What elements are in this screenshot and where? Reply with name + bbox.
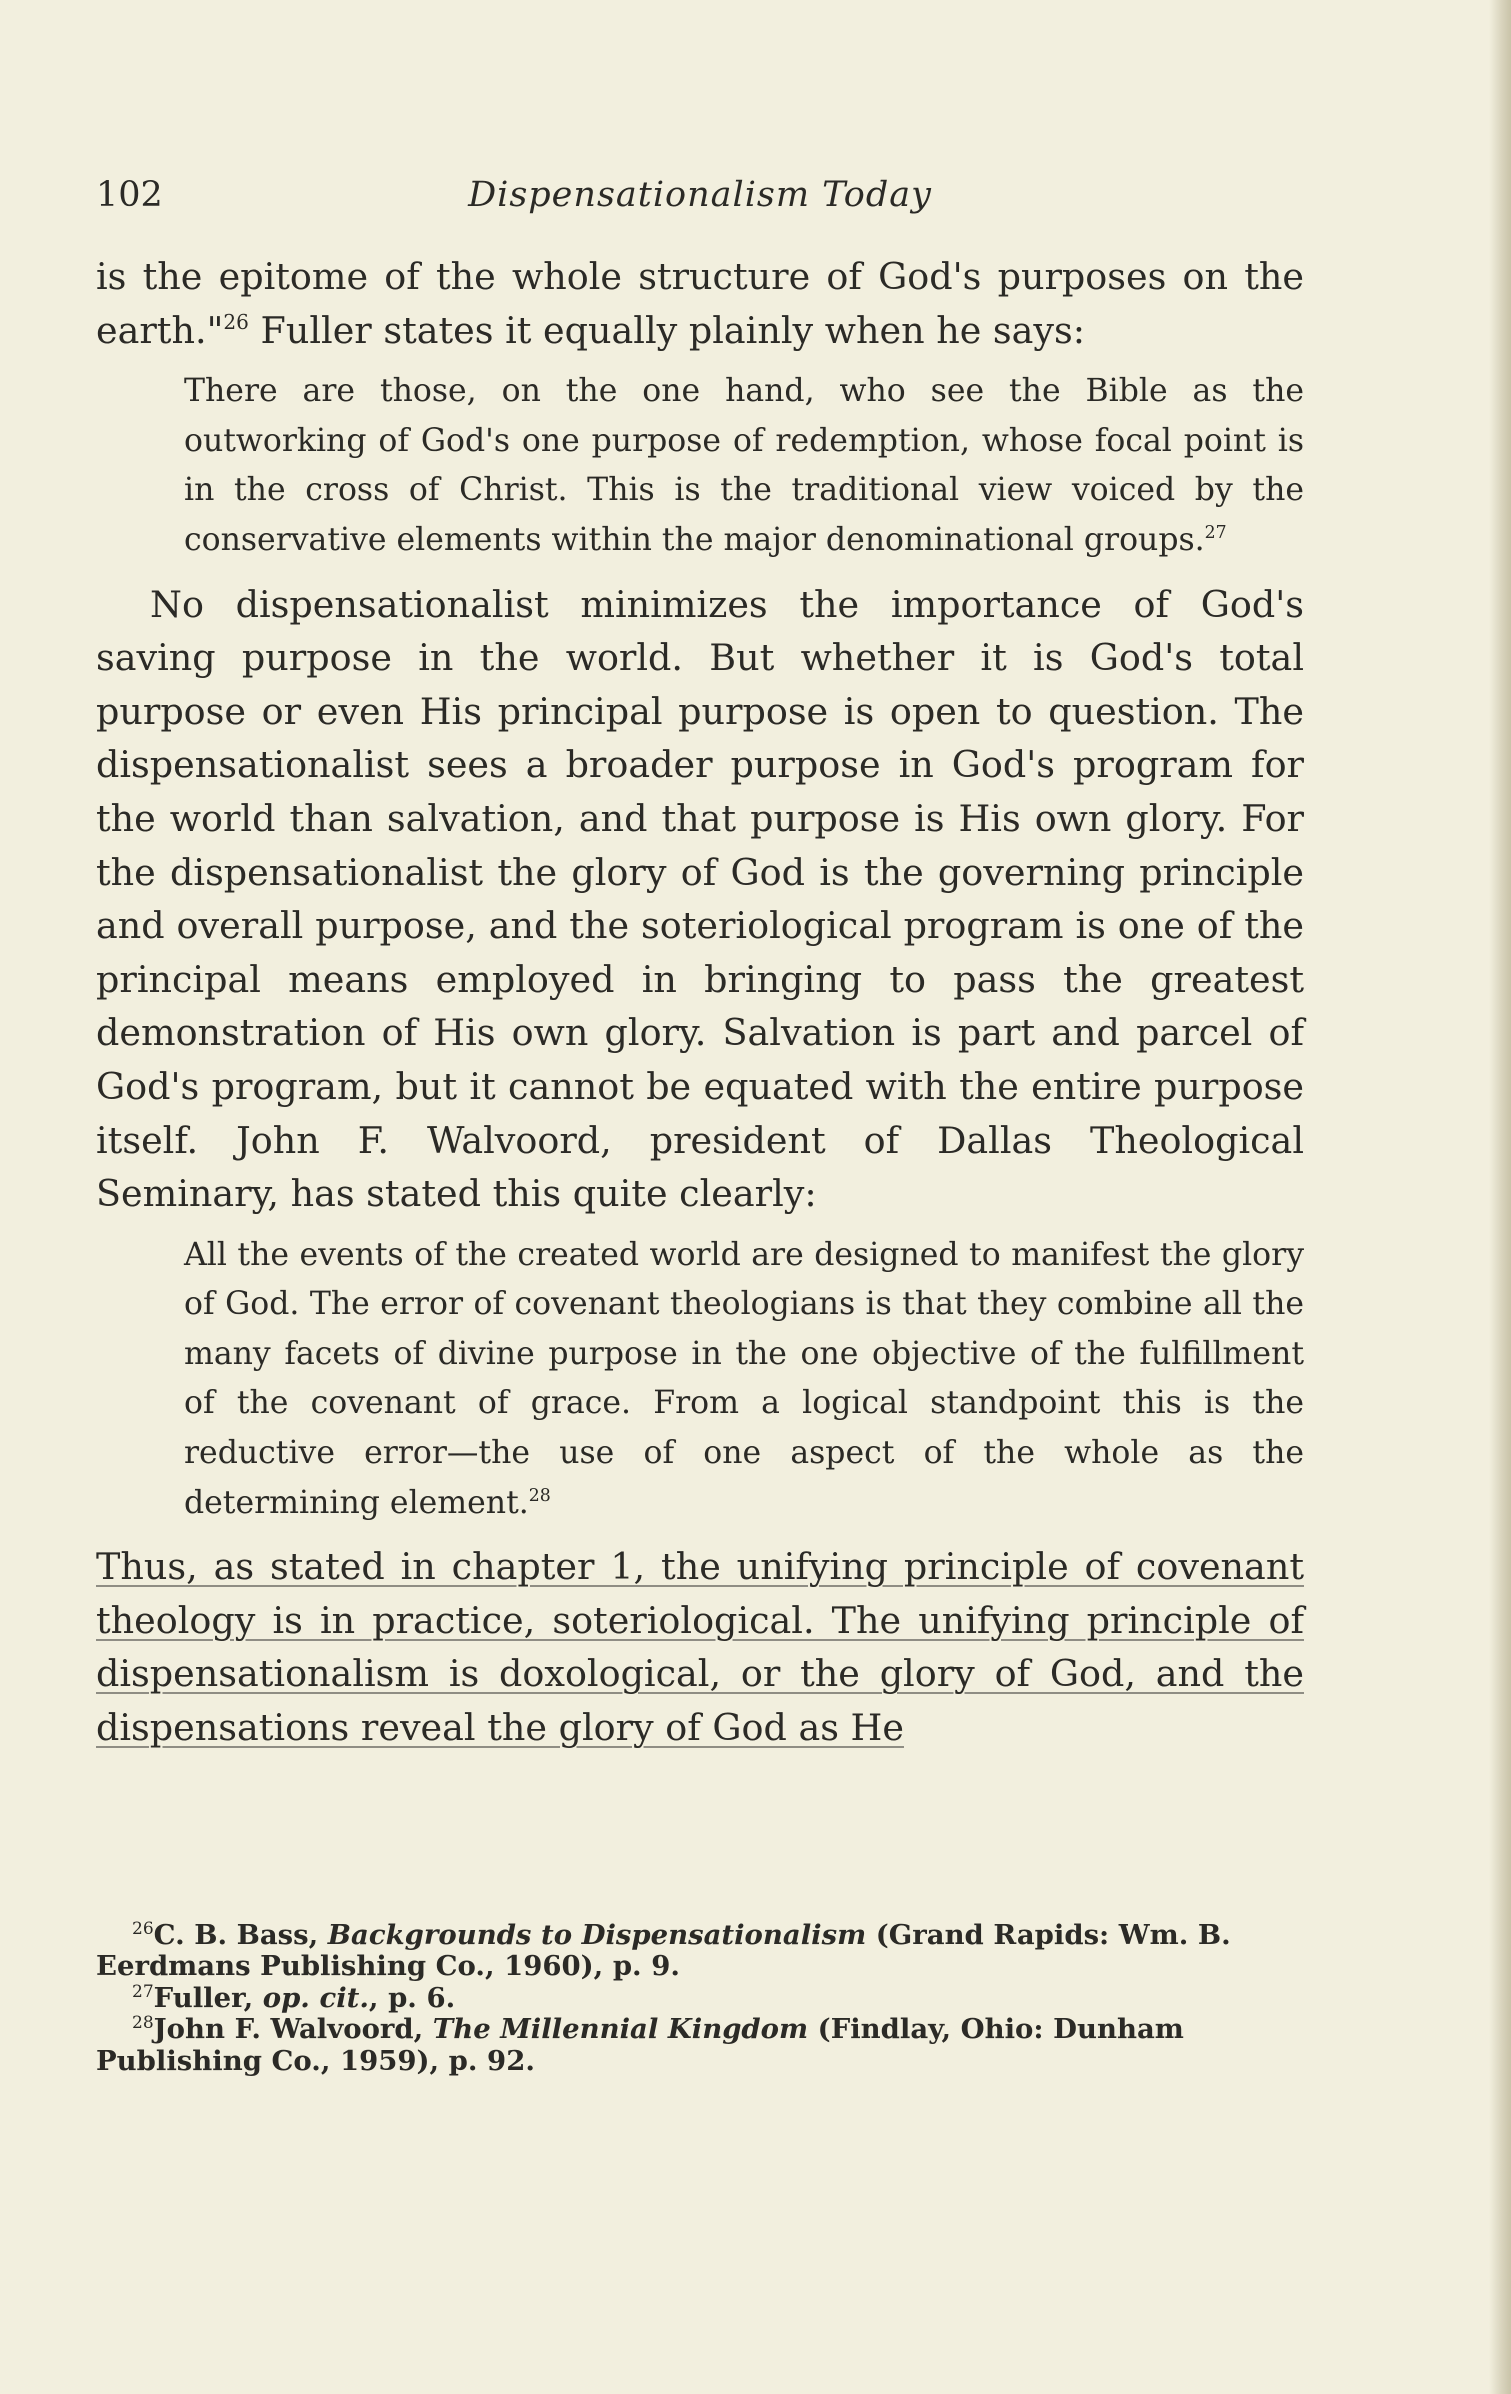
footnote-27 — [96, 1983, 1304, 2014]
paragraph-1-text-a: is the epitome of the whole structure of God's purposes on the earth." — [96, 255, 1304, 352]
footnote-26 — [96, 1920, 1304, 1983]
block-quote-1 — [184, 367, 1304, 565]
running-title: Dispensationalism Today — [468, 175, 932, 215]
footnote-28-title: The Millennial Kingdom — [432, 2013, 809, 2046]
footnote-28-pre: John F. Walvoord, — [153, 2013, 433, 2046]
page-header — [96, 175, 1304, 225]
footnote-ref-26: 26 — [223, 309, 249, 334]
footnote-28-post: (Findlay, Ohio: Dunham Publishing Co., 1959), p. 92. — [96, 2013, 1184, 2077]
footnote-27-pre: Fuller, — [153, 1981, 263, 2014]
block-quote-2-text: All the events of the created world are designed to manifest the glory of God. The error of covenant theologians is that they combine all the many facets of divine purpose in the one objective of the fulfillment of the covenant of grace. From a logical standpoint this is the reductive error—the use of one aspect of the whole as the determining element. — [184, 1236, 1304, 1521]
footnote-27-post: , p. 6. — [368, 1981, 456, 2014]
body-text — [96, 250, 1304, 1755]
footnote-ref-28: 28 — [528, 1485, 551, 1506]
paragraph-3 — [96, 1540, 1304, 1754]
paragraph-1-text-b: Fuller states it equally plainly when he says: — [248, 308, 1086, 352]
footnote-26-number: 26 — [132, 1918, 154, 1939]
paragraph-3-text: Thus, as stated in chapter 1, the unifying principle of covenant theology is in practice, soteriological. The unifying principle of dispensationalism is doxological, or the glory of God, and the dispensations reveal the glory of God as He — [96, 1545, 1304, 1750]
footnote-26-title: Backgrounds to Dispensationalism — [327, 1919, 867, 1951]
paragraph-2: No dispensationalist minimizes the importance of God's saving purpose in the world. But whether it is God's total purpose or even His principal purpose is open to question. The dispensationalist sees a broader purpose in God's program for the world than salvation, and that purpose is His own glory. For the dispensationalist the glory of God is the governing principle and overall purpose, and the soteriological program is one of the principal means employed in bringing to pass the greatest demonstration of His own glory. Salvation is part and parcel of God's program, but it cannot be equated with the entire purpose itself. John F. Walvoord, president of Dallas Theological Seminary, has stated this quite clearly: — [96, 582, 1304, 1216]
footnote-26-pre: C. B. Bass, — [153, 1919, 328, 1951]
block-quote-2 — [184, 1231, 1304, 1529]
footnote-27-number: 27 — [132, 1981, 154, 2002]
footnote-28 — [96, 2014, 1304, 2077]
page-edge-shadow — [1489, 0, 1511, 2394]
footnote-28-number: 28 — [132, 2013, 154, 2033]
footnote-ref-27: 27 — [1204, 522, 1227, 543]
footnotes — [96, 1920, 1304, 2077]
footnote-27-title: op. cit. — [262, 1981, 369, 2014]
block-quote-1-text: There are those, on the one hand, who see the Bible as the outworking of God's one purpose of redemption, whose focal point is in the cross of Christ. This is the traditional view voiced by the conservative elements within the major denominational groups. — [184, 373, 1304, 558]
page-number: 102 — [96, 175, 163, 215]
paragraph-1 — [96, 250, 1304, 357]
footnote-26-post: (Grand Rapids: Wm. B. Eerdmans Publishing Co., 1960), p. 9. — [96, 1919, 1231, 1983]
